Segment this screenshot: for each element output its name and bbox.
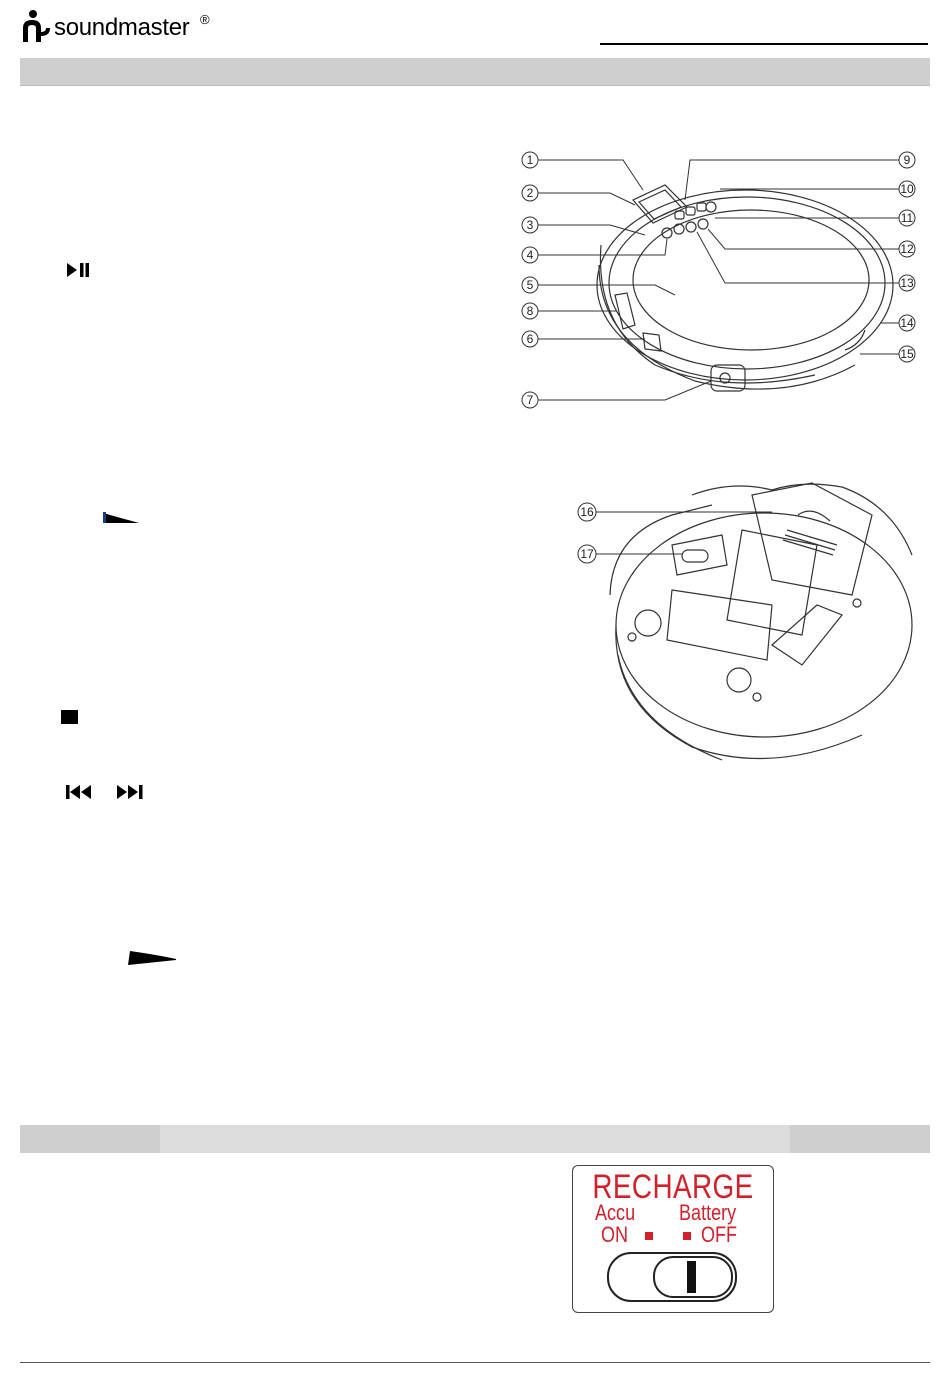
callout-6 — [522, 331, 538, 347]
svg-text:3: 3 — [526, 218, 534, 232]
svg-text:13: 13 — [900, 276, 914, 290]
callout-15 — [899, 346, 915, 362]
brand-name: soundmaster — [54, 14, 190, 41]
section-band-bottom-middle — [160, 1125, 790, 1153]
callout-7 — [522, 392, 538, 408]
svg-text:14: 14 — [900, 316, 914, 330]
off-label: OFF — [701, 1222, 738, 1247]
svg-text:9: 9 — [903, 153, 911, 167]
callout-17 — [578, 545, 596, 563]
recharge-slide-switch[interactable] — [607, 1252, 737, 1302]
callout-14 — [899, 315, 915, 331]
skip-back-icon — [65, 784, 93, 800]
svg-text:10: 10 — [900, 182, 914, 196]
wedge-pointer-icon — [128, 950, 178, 966]
off-marker — [683, 1232, 691, 1240]
skip-forward-icon — [116, 784, 146, 800]
callout-1 — [522, 152, 538, 168]
svg-text:2: 2 — [526, 186, 534, 200]
switch-knob-bar — [687, 1261, 696, 1293]
svg-text:5: 5 — [526, 278, 534, 292]
svg-text:15: 15 — [900, 347, 914, 361]
callout-4 — [522, 247, 538, 263]
svg-text:1: 1 — [526, 153, 534, 167]
cd-player-bottom-figure — [572, 475, 922, 775]
svg-text:11: 11 — [900, 211, 914, 225]
callout-8 — [522, 303, 538, 319]
switch-knob[interactable] — [653, 1256, 733, 1298]
recharge-switch-label — [572, 1165, 774, 1313]
play-pause-icon — [66, 262, 92, 278]
on-marker — [645, 1232, 653, 1240]
on-label: ON — [601, 1222, 629, 1247]
soundmaster-logo-icon — [20, 8, 52, 44]
callout-16 — [578, 503, 596, 521]
svg-text:12: 12 — [900, 242, 914, 256]
accu-label: Accu — [595, 1200, 636, 1225]
svg-text:17: 17 — [580, 547, 594, 561]
callout-11 — [899, 210, 915, 226]
battery-label: Battery — [679, 1200, 737, 1225]
footer-rule — [20, 1362, 930, 1363]
svg-text:6: 6 — [526, 332, 534, 346]
svg-text:8: 8 — [526, 304, 534, 318]
callout-12 — [899, 241, 915, 257]
svg-text:16: 16 — [580, 505, 594, 519]
registered-mark: ® — [200, 12, 210, 27]
callout-10 — [899, 181, 915, 197]
section-band-top — [20, 58, 930, 86]
eject-wedge-icon — [103, 512, 141, 524]
brand-logo — [20, 8, 250, 48]
header-rule — [600, 43, 928, 45]
cd-player-top-figure — [515, 145, 925, 415]
callout-13 — [899, 275, 915, 291]
callout-3 — [522, 217, 538, 233]
recharge-title: RECHARGE — [592, 1168, 754, 1206]
stop-icon — [60, 709, 80, 725]
callout-2 — [522, 185, 538, 201]
callout-5 — [522, 277, 538, 293]
svg-text:4: 4 — [526, 248, 534, 262]
svg-text:7: 7 — [526, 393, 534, 407]
callout-9 — [899, 152, 915, 168]
